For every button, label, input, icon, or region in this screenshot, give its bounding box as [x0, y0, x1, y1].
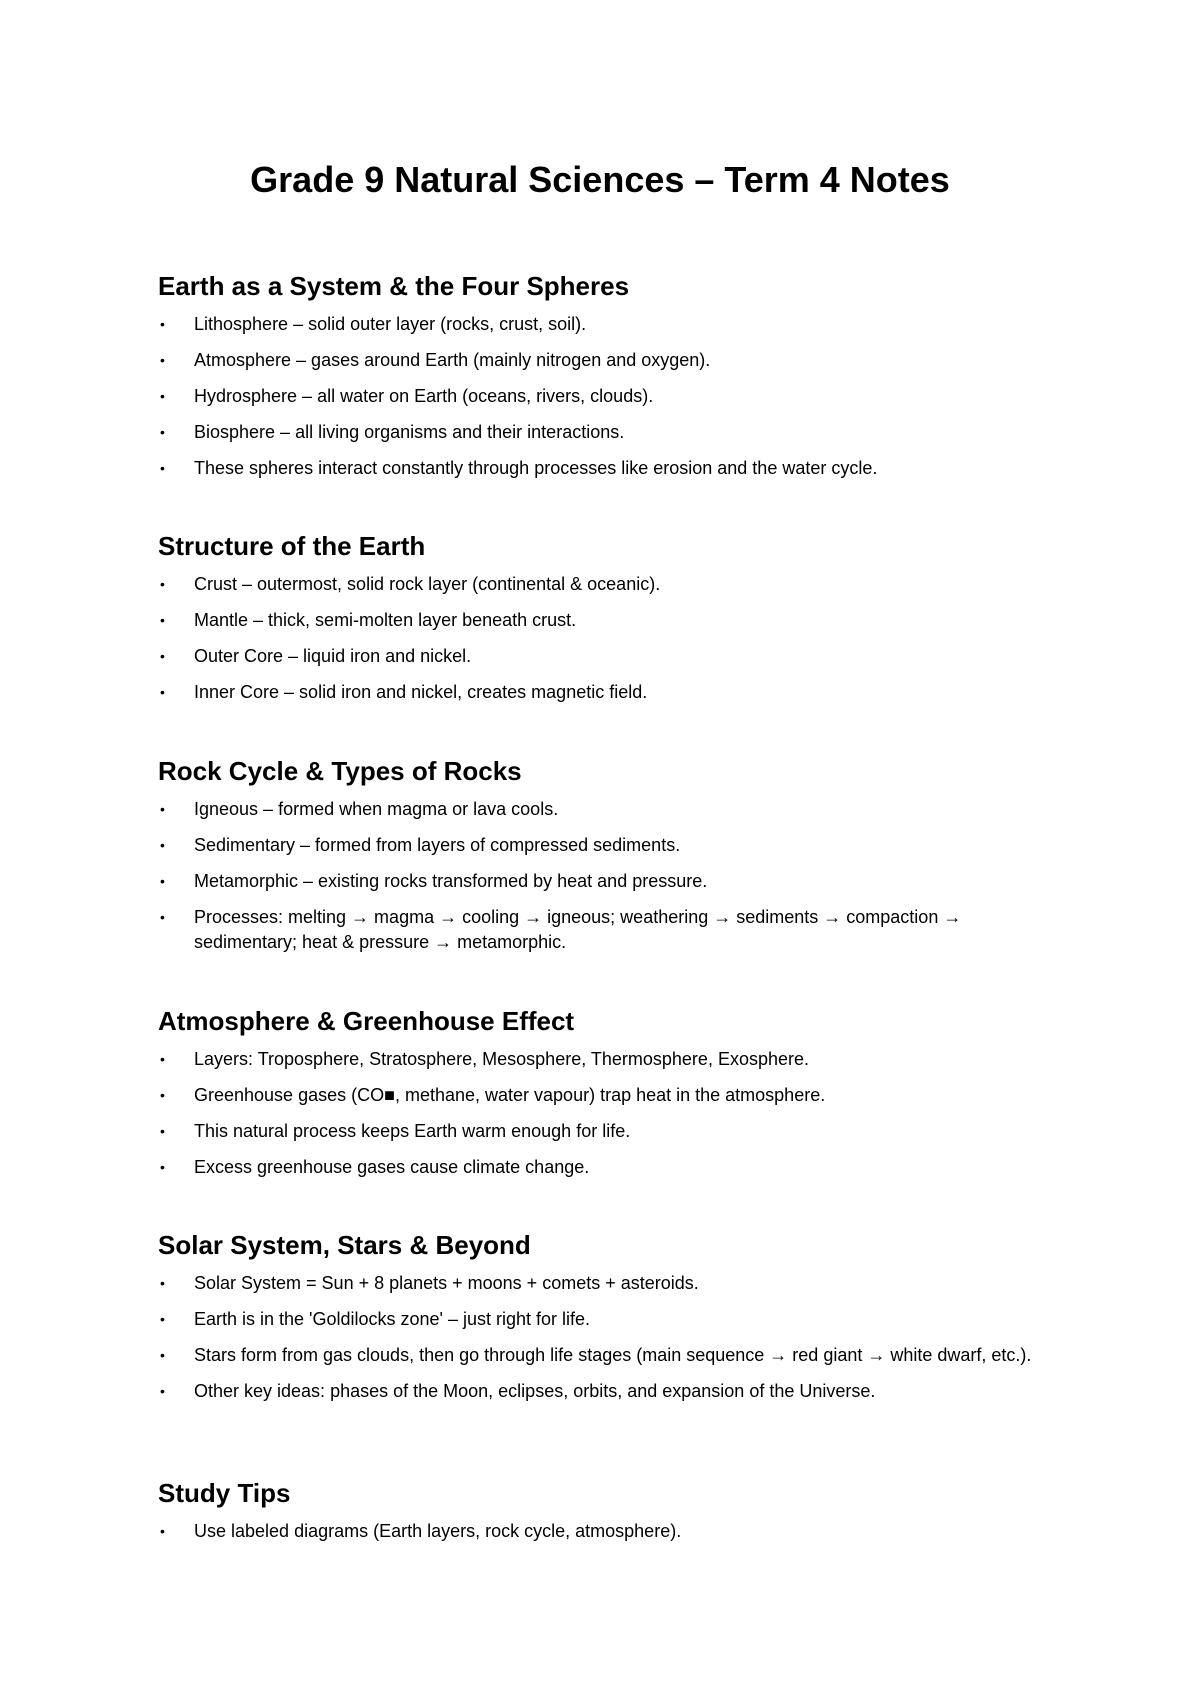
- section-earth-structure: [158, 530, 1058, 716]
- list-item-text: Crust – outermost, solid rock layer (continental & oceanic).: [194, 574, 661, 594]
- list-item: [158, 1519, 1064, 1544]
- list-item: [158, 572, 1064, 597]
- bullet-icon: •: [160, 1523, 165, 1539]
- list-item: [158, 1155, 1064, 1180]
- list-item-text: Lithosphere – solid outer layer (rocks, crust, soil).: [194, 314, 587, 334]
- list-item-text: Inner Core – solid iron and nickel, creates magnetic field.: [194, 682, 648, 702]
- list-item: [158, 456, 1064, 481]
- bullet-icon: •: [160, 612, 165, 628]
- list-item-text: Sedimentary – formed from layers of compressed sediments.: [194, 835, 681, 855]
- bullet-icon: •: [160, 1311, 165, 1327]
- section-heading: Study Tips: [158, 1478, 291, 1508]
- list-item-text: Other key ideas: phases of the Moon, eclipses, orbits, and expansion of the Universe.: [194, 1381, 876, 1401]
- section-heading: Rock Cycle & Types of Rocks: [158, 756, 522, 786]
- list-item: [158, 608, 1064, 633]
- list-item: [158, 1379, 1064, 1404]
- bullet-list: [158, 1519, 1058, 1544]
- bullet-icon: •: [160, 316, 165, 332]
- list-item-text: Hydrosphere – all water on Earth (oceans, rivers, clouds).: [194, 386, 654, 406]
- bullet-icon: •: [160, 1383, 165, 1399]
- list-item-text: Igneous – formed when magma or lava cools.: [194, 799, 559, 819]
- list-item-text: Excess greenhouse gases cause climate change.: [194, 1157, 590, 1177]
- list-item: [158, 833, 1064, 858]
- section-heading: Solar System, Stars & Beyond: [158, 1230, 531, 1260]
- list-item-text: Atmosphere – gases around Earth (mainly nitrogen and oxygen).: [194, 350, 711, 370]
- list-item-text: Outer Core – liquid iron and nickel.: [194, 646, 472, 666]
- list-item-text: Layers: Troposphere, Stratosphere, Mesosphere, Thermosphere, Exosphere.: [194, 1049, 809, 1069]
- bullet-icon: •: [160, 1087, 165, 1103]
- section-earth-system: [158, 270, 1058, 492]
- section-heading: Earth as a System & the Four Spheres: [158, 271, 630, 301]
- list-item-text: Mantle – thick, semi-molten layer beneath crust.: [194, 610, 577, 630]
- bullet-list: [158, 572, 1058, 705]
- bullet-icon: •: [160, 1347, 165, 1363]
- bullet-icon: •: [160, 1051, 165, 1067]
- list-item-text: Greenhouse gases (CO■, methane, water vapour) trap heat in the atmosphere.: [194, 1085, 826, 1105]
- bullet-icon: •: [160, 648, 165, 664]
- list-item: [158, 680, 1064, 705]
- list-item: [158, 644, 1064, 669]
- list-item: [158, 1047, 1064, 1072]
- list-item: [158, 1343, 1064, 1368]
- bullet-icon: •: [160, 424, 165, 440]
- list-item-text: Stars form from gas clouds, then go through life stages (main sequence → red giant → white dwarf, etc.).: [194, 1345, 1032, 1365]
- bullet-icon: •: [160, 388, 165, 404]
- list-item: [158, 420, 1064, 445]
- list-item: [158, 312, 1064, 337]
- bullet-icon: •: [160, 576, 165, 592]
- list-item-text: These spheres interact constantly through processes like erosion and the water cycle.: [194, 458, 878, 478]
- page-title: Grade 9 Natural Sciences – Term 4 Notes: [250, 159, 950, 200]
- bullet-icon: •: [160, 352, 165, 368]
- list-item: [158, 797, 1064, 822]
- list-item-text: Processes: melting → magma → cooling → igneous; weathering → sediments → compaction → sedimentary; heat & pressure → metamorphic.: [194, 907, 962, 952]
- bullet-list: [158, 1271, 1058, 1404]
- list-item: [158, 384, 1064, 409]
- bullet-icon: •: [160, 837, 165, 853]
- list-item-text: This natural process keeps Earth warm enough for life.: [194, 1121, 631, 1141]
- bullet-list: [158, 797, 1058, 955]
- bullet-icon: •: [160, 1275, 165, 1291]
- bullet-icon: •: [160, 1123, 165, 1139]
- list-item-text: Earth is in the 'Goldilocks zone' – just right for life.: [194, 1309, 591, 1329]
- bullet-icon: •: [160, 801, 165, 817]
- list-item-text: Biosphere – all living organisms and their interactions.: [194, 422, 625, 442]
- list-item-text: Use labeled diagrams (Earth layers, rock cycle, atmosphere).: [194, 1521, 682, 1541]
- bullet-icon: •: [160, 460, 165, 476]
- list-item-text: Metamorphic – existing rocks transformed by heat and pressure.: [194, 871, 708, 891]
- bullet-list: [158, 312, 1058, 481]
- bullet-icon: •: [160, 873, 165, 889]
- list-item: [158, 1119, 1064, 1144]
- list-item: [158, 348, 1064, 373]
- section-rock-cycle: [158, 755, 1058, 966]
- bullet-icon: •: [160, 1159, 165, 1175]
- list-item-text: Solar System = Sun + 8 planets + moons + comets + asteroids.: [194, 1273, 699, 1293]
- list-item: [158, 869, 1064, 894]
- list-item: [158, 1083, 1064, 1108]
- list-item: [158, 1271, 1064, 1296]
- section-study-tips: [158, 1477, 1058, 1555]
- list-item: [158, 905, 1064, 955]
- section-solar-system: [158, 1229, 1058, 1415]
- section-heading: Atmosphere & Greenhouse Effect: [158, 1006, 575, 1036]
- bullet-icon: •: [160, 684, 165, 700]
- section-atmosphere: [158, 1005, 1058, 1191]
- section-heading: Structure of the Earth: [158, 531, 426, 561]
- bullet-icon: •: [160, 909, 165, 925]
- list-item: [158, 1307, 1064, 1332]
- bullet-list: [158, 1047, 1058, 1180]
